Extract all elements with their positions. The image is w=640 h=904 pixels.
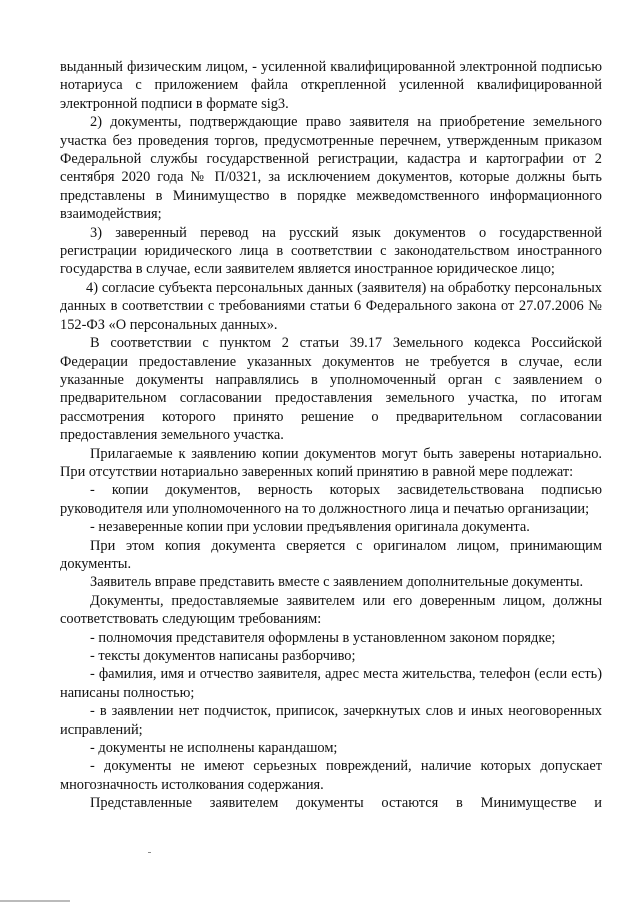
paragraph-item-2: 2) документы, подтверждающие право заявителя на приобретение земельного участка без проведения торгов, предусмотренные перечнем, утвержденным приказом Федеральной службы государственной регистрации, кадастра и картографии от 2 сентября 2020 года № П/0321, за исключением документов, которые должны быть представлены в Минимущество в порядке межведомственного информационного взаимодействия; bbox=[60, 114, 602, 223]
list-item-no-pencil: - документы не исполнены карандашом; bbox=[90, 740, 338, 757]
paragraph-additional-docs: Заявитель вправе представить вместе с заявлением дополнительные документы. bbox=[90, 574, 584, 591]
paragraph-esign: выданный физическим лицом, - усиленной квалифицированной электронной подписью нотариуса с приложением файла открепленной усиленной квалифицированной электронной подписи в формате sig3. bbox=[60, 59, 602, 112]
paragraph-copies: Прилагаемые к заявлению копии документов могут быть заверены нотариально. При отсутствии нотариально заверенных копий принятию в равной мере подлежат: bbox=[60, 445, 602, 480]
list-item-full-name: - фамилия, имя и отчество заявителя, адрес места жительства, телефон (если есть) написаны полностью; bbox=[60, 666, 602, 701]
paragraph-requirements: Документы, предоставляемые заявителем или его доверенным лицом, должны соответствовать следующим требованиям: bbox=[60, 592, 602, 628]
scan-edge-line bbox=[0, 900, 70, 902]
paragraph-item-3: 3) заверенный перевод на русский язык документов о государственной регистрации юридического лица в соответствии с законодательством иностранного государства в случае, если заявителем является иностранное юридическое лицо; bbox=[60, 224, 602, 278]
paragraph-verification: При этом копия документа сверяется с оригиналом лицом, принимающим документы. bbox=[60, 537, 602, 572]
scan-mark bbox=[148, 852, 151, 853]
paragraph-land-code: В соответствии с пунктом 2 статьи 39.17 Земельного кодекса Российской Федерации предоставление указанных документов не требуется в случае, если указанные документы направлялись в уполномоченный орган с заявлением о предварительном согласовании предоставления земельного участка, по итогам рассмотрения которого принято решение о предварительном согласовании предоставления земельного участка. bbox=[60, 335, 602, 444]
list-item-legible: - тексты документов написаны разборчиво; bbox=[90, 648, 356, 664]
list-item-no-damage: - документы не имеют серьезных повреждений, наличие которых допускает многозначность истолкования содержания. bbox=[60, 758, 602, 793]
list-item-authority: - полномочия представителя оформлены в установленном законом порядке; bbox=[90, 629, 556, 646]
list-item-certified-copies: - копии документов, верность которых засвидетельствована подписью руководителя или уполномоченного на то должностного лица и печатью организации; bbox=[60, 482, 602, 517]
list-item-no-corrections: - в заявлении нет подчисток, приписок, зачеркнутых слов и иных неоговоренных исправлений; bbox=[60, 703, 602, 738]
paragraph-retained-docs: Представленные заявителем документы остаются в Минимуществе и bbox=[90, 795, 602, 812]
paragraph-item-4: 4) согласие субъекта персональных данных (заявителя) на обработку персональных данных в соответствии с требованиями статьи 6 Федерального закона от 27.07.2006 № 152-ФЗ «О персональных данных». bbox=[60, 279, 602, 333]
list-item-uncertified-copies: - незаверенные копии при условии предъявления оригинала документа. bbox=[90, 519, 530, 536]
